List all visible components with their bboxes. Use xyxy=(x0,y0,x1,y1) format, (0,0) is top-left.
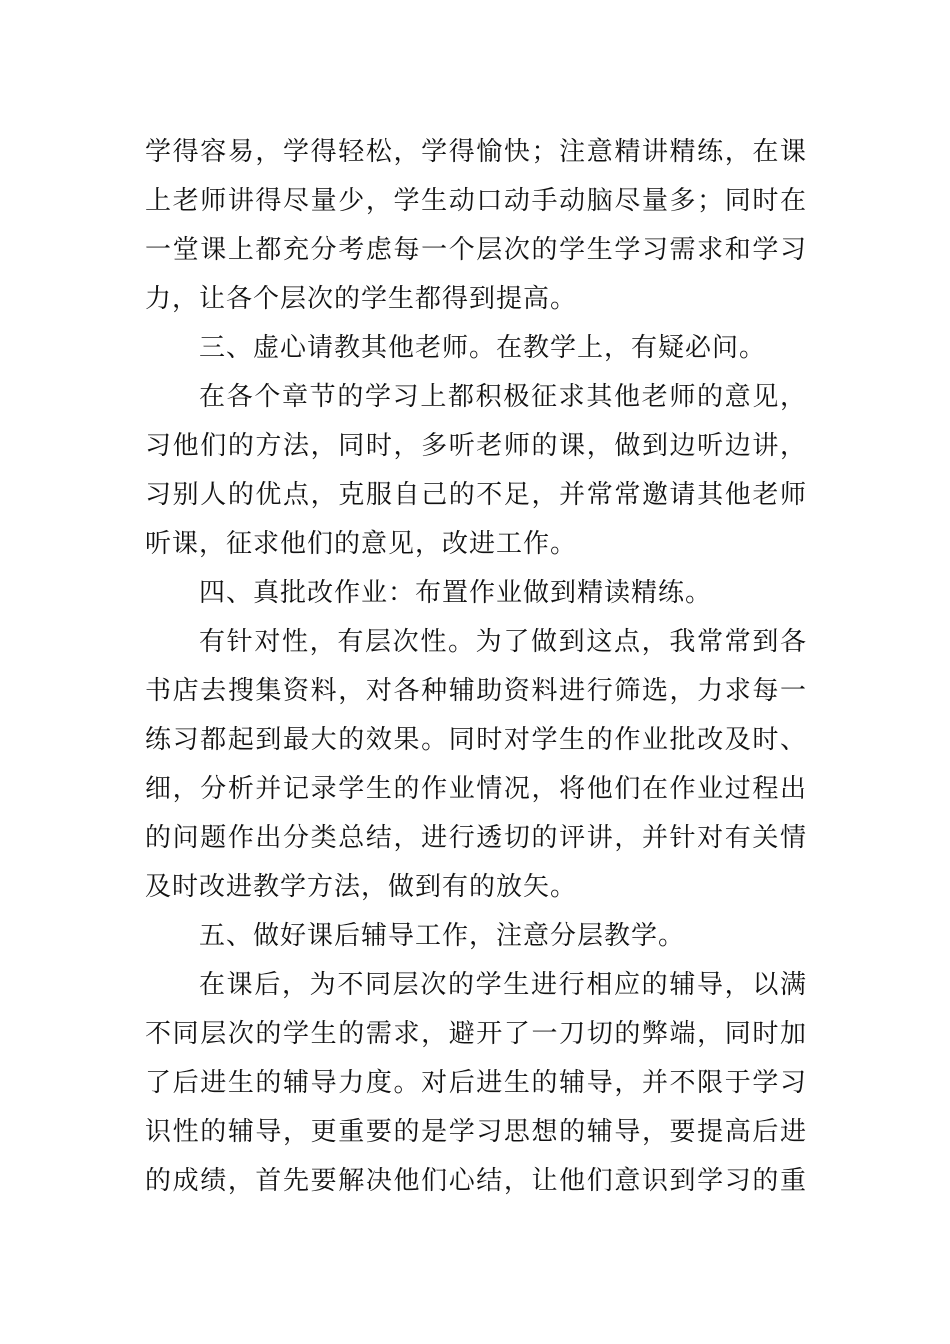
text-line: 了后进生的辅导力度。对后进生的辅导，并不限于学习 xyxy=(145,1068,807,1098)
text-line: 三、虚心请教其他老师。在教学上，有疑必问。 xyxy=(199,333,767,363)
text-line: 不同层次的学生的需求，避开了一刀切的弊端，同时加 xyxy=(145,1019,807,1049)
text-line: 上老师讲得尽量少，学生动口动手动脑尽量多；同时在 xyxy=(145,186,807,216)
text-line: 识性的辅导，更重要的是学习思想的辅导，要提高后进 xyxy=(145,1117,807,1147)
text-line: 的成绩，首先要解决他们心结，让他们意识到学习的重 xyxy=(145,1166,807,1196)
text-line: 在各个章节的学习上都积极征求其他老师的意见， xyxy=(199,382,807,412)
text-line: 及时改进教学方法，做到有的放矢。 xyxy=(145,872,578,902)
text-line: 有针对性，有层次性。为了做到这点，我常常到各 xyxy=(199,627,807,657)
text-line: 在课后，为不同层次的学生进行相应的辅导，以满 xyxy=(199,970,807,1000)
text-line: 细，分析并记录学生的作业情况，将他们在作业过程出 xyxy=(145,774,807,804)
text-line: 习他们的方法，同时，多听老师的课，做到边听边讲， xyxy=(145,431,807,461)
document-body xyxy=(145,128,807,1206)
text-line: 听课，征求他们的意见，改进工作。 xyxy=(145,529,578,559)
text-line: 四、真批改作业：布置作业做到精读精练。 xyxy=(199,578,713,608)
text-line: 的问题作出分类总结，进行透切的评讲，并针对有关情 xyxy=(145,823,807,853)
text-line: 力，让各个层次的学生都得到提高。 xyxy=(145,284,578,314)
text-line: 一堂课上都充分考虑每一个层次的学生学习需求和学习 xyxy=(145,235,807,265)
text-line: 学得容易，学得轻松，学得愉快；注意精讲精练，在课 xyxy=(145,137,807,167)
text-line: 习别人的优点，克服自己的不足，并常常邀请其他老师 xyxy=(145,480,807,510)
text-line: 书店去搜集资料，对各种辅助资料进行筛选，力求每一 xyxy=(145,676,807,706)
text-line: 五、做好课后辅导工作，注意分层教学。 xyxy=(199,921,686,951)
text-line: 练习都起到最大的效果。同时对学生的作业批改及时、 xyxy=(145,725,807,755)
